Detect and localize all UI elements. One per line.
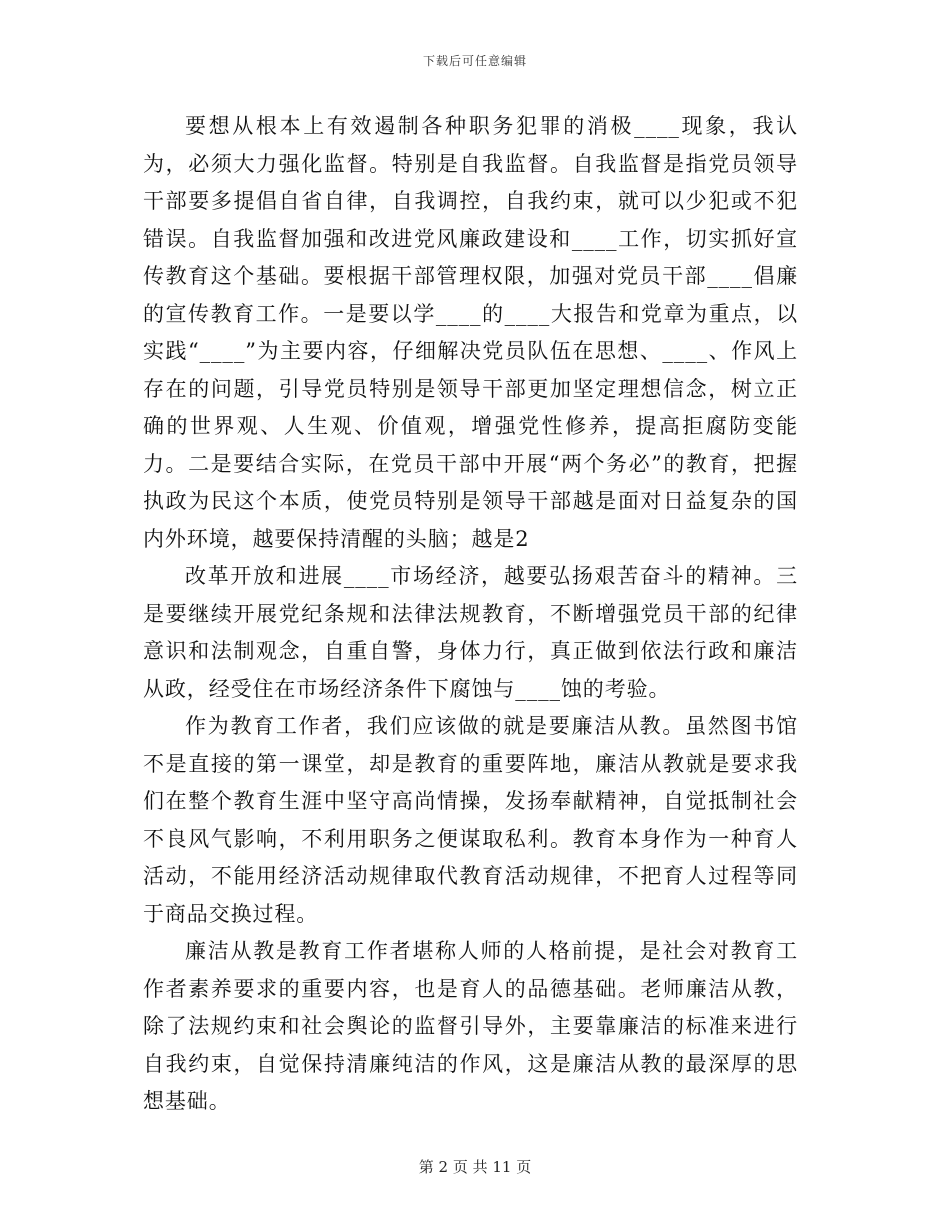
document-body — [143, 108, 798, 1121]
page-number: 第 2 页 共 11 页 — [418, 1158, 532, 1176]
paragraph-4: 廉洁从教是教育工作者堪称人师的人格前提，是社会对教育工作者素养要求的重要内容，也是育人的品德基础。老师廉洁从教，除了法规约束和社会舆论的监督引导外，主要靠廉洁的标准来进行自我约束，自觉保持清廉纯洁的作风，这是廉洁从教的最深厚的思想基础。 — [143, 939, 798, 1113]
paragraph-2: 改革开放和进展____市场经济，越要弘扬艰苦奋斗的精神。三是要继续开展党纪条规和法律法规教育，不断增强党员干部的纪律意识和法制观念，自重自警，身体力行，真正做到依法行政和廉洁从政，经受住在市场经济条件下腐蚀与____蚀的考验。 — [143, 564, 798, 701]
page-header-note: 下载后可任意编辑 — [422, 54, 527, 68]
paragraph-1: 要想从根本上有效遏制各种职务犯罪的消极____现象，我认为，必须大力强化监督。特别是自我监督。自我监督是指党员领导干部要多提倡自省自律，自我调控，自我约束，就可以少犯或不犯错误。自我监督加强和改进党风廉政建设和____工作，切实抓好宣传教育这个基础。要根据干部管理权限，加强对党员干部____倡廉的宣传教育工作。一是要以学____的____大报告和党章为重点，以实践“____”为主要内容，仔细解决党员队伍在思想、____、作风上存在的问题，引导党员特别是领导干部更加坚定理想信念，树立正确的世界观、人生观、价值观，增强党性修养，提高拒腐防变能力。二是要结合实际，在党员干部中开展“两个务必”的教育，把握执政为民这个本质，使党员特别是领导干部越是面对日益复杂的国内外环境，越要保持清醒的头脑；越是2 — [143, 114, 798, 551]
paragraph-3: 作为教育工作者，我们应该做的就是要廉洁从教。虽然图书馆不是直接的第一课堂，却是教育的重要阵地，廉洁从教就是要求我们在整个教育生涯中坚守高尚情操，发扬奉献精神，自觉抵制社会不良风气影响，不利用职务之便谋取私利。教育本身作为一种育人活动，不能用经济活动规律取代教育活动规律，不把育人过程等同于商品交换过程。 — [143, 714, 798, 926]
